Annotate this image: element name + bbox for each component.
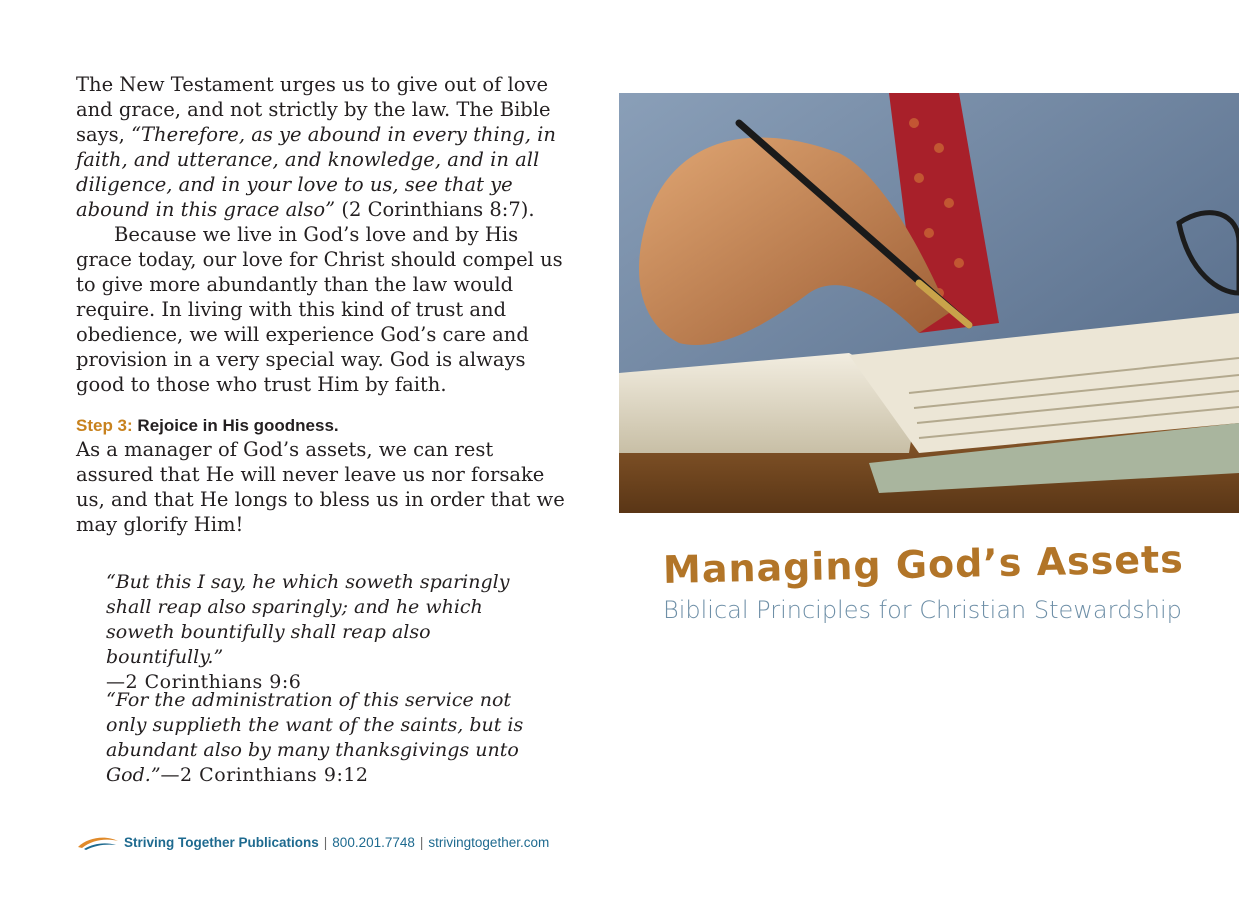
quote-text: “But this I say, he which soweth sparingly shall reap also sparingly; and he which soweth bountifully shall reap also bountifully.” <box>106 571 510 668</box>
phone-number: 800.201.7748 <box>332 834 415 850</box>
step-title: Rejoice in His goodness. <box>137 416 339 435</box>
separator: | <box>419 834 424 850</box>
quote-reference: —2 Corinthians 9:12 <box>160 764 369 786</box>
body-text <box>76 72 566 537</box>
step-heading <box>76 415 566 437</box>
brand-block <box>662 537 1223 625</box>
brand-title: Managing God’s Assets <box>662 537 1185 592</box>
separator: | <box>323 834 328 850</box>
paragraph-love: Because we live in God’s love and by His grace today, our love for Christ should compel us to give more abundantly than the law would require. In living with this kind of trust and obedience, we will experience God’s care and provision in a very special way. God is always good to those who trust Him by faith. <box>76 223 563 396</box>
step-number: Step 3: <box>76 416 133 435</box>
quote-text: “For the administration of this service not only supplieth the want of the saints, but is abundant also by many thanksgivings unto God.” <box>106 689 524 786</box>
publisher-name: Striving Together Publications <box>124 834 319 850</box>
quote-reference: —2 Corinthians 9:6 <box>106 671 302 693</box>
intro-quote: “Therefore, as ye abound in every thing, in faith, and utterance, and knowledge, and in all diligence, and in your love to us, see that ye abound in this grace also” <box>76 123 556 221</box>
intro-text: The New Testament urges us to give out of love and grace, and not strictly by the law. The Bible says, <box>76 73 551 146</box>
photo-illustration <box>619 93 1239 513</box>
paragraph-manager: As a manager of God’s assets, we can rest assured that He will never leave us nor forsake us, and that He longs to bless us in order that we may glorify Him! <box>76 438 565 536</box>
hand-writing-in-book-photo <box>619 93 1239 513</box>
paragraph-intro <box>76 72 566 222</box>
footer <box>76 833 549 851</box>
blockquote-corinthians-9-12 <box>106 688 546 788</box>
brand-subtitle: Biblical Principles for Christian Stewardship <box>663 596 1182 624</box>
blockquote-corinthians-9-6 <box>106 570 546 695</box>
intro-reference: (2 Corinthians 8:7). <box>335 198 535 221</box>
swoosh-logo-icon <box>76 833 120 851</box>
website-link[interactable]: strivingtogether.com <box>428 834 550 850</box>
